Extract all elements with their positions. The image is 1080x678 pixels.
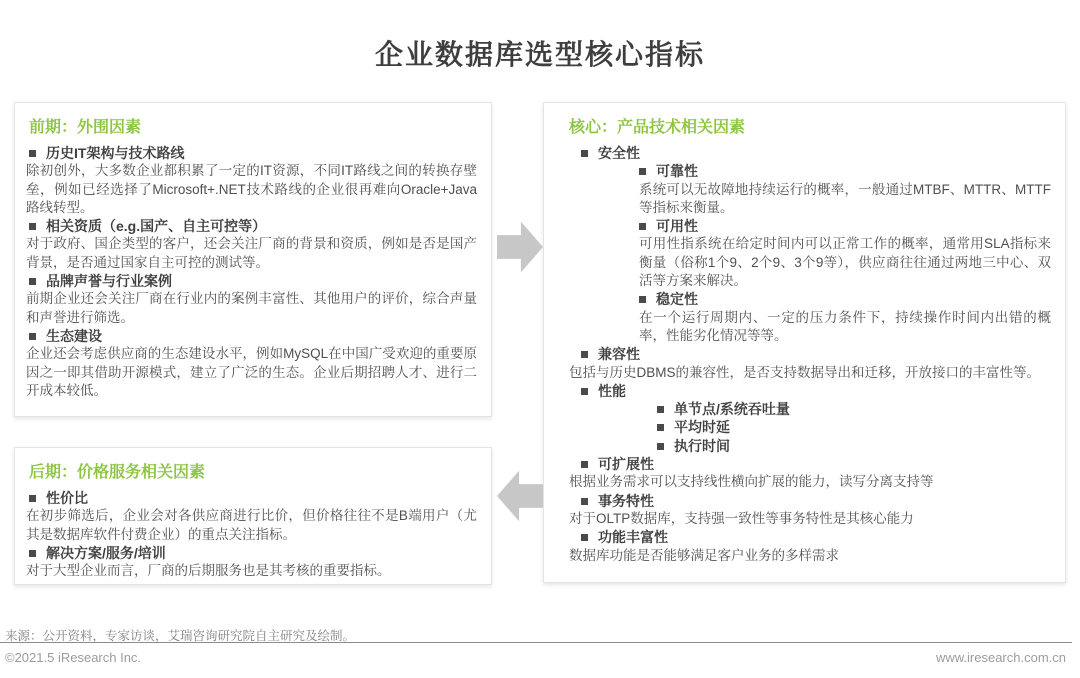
list-item (581, 144, 1051, 162)
bullet-icon (581, 461, 588, 468)
arrow-right-icon (497, 220, 543, 274)
bullet-icon (657, 424, 664, 431)
item-label: 品牌声誉与行业案例 (46, 273, 172, 290)
item-label: 单节点/系统吞吐量 (674, 401, 790, 418)
box-core-header: 核心：产品技术相关因素 (569, 119, 746, 136)
arrow-left-icon (497, 469, 543, 523)
list-item (639, 217, 1051, 235)
bullet-icon (29, 550, 36, 557)
footer-divider (0, 642, 1072, 643)
item-body: 除初创外，大多数企业都积累了一定的IT资源，不同IT路线之间的转换存壁垒，例如已经选择了Microsoft+.NET技术路线的企业很再难向Oracle+Java路线转型。 (26, 163, 477, 215)
bullet-icon (639, 223, 646, 230)
bullet-icon (657, 443, 664, 450)
item-body: 包括与历史DBMS的兼容性，是否支持数据导出和迁移，开放接口的丰富性等。 (569, 364, 1041, 380)
item-body: 对于政府、国企类型的客户，还会关注厂商的背景和资质，例如是否是国产背景，是否通过国家自主可控的测试等。 (26, 236, 477, 270)
item-label: 兼容性 (598, 346, 640, 363)
item-label: 相关资质（e.g.国产、自主可控等） (46, 218, 267, 235)
list-item (657, 437, 1051, 455)
source-note: 来源：公开资料，专家访谈，艾瑞咨询研究院自主研究及绘制。 (5, 629, 356, 643)
list-item (581, 455, 1051, 473)
box-post-phase-factors (14, 447, 492, 585)
item-label: 执行时间 (674, 437, 730, 454)
list-item (581, 382, 1051, 400)
bullet-icon (639, 168, 646, 175)
item-body: 数据库功能是否能够满足客户业务的多样需求 (569, 547, 839, 563)
list-item (657, 400, 1051, 418)
bullet-icon (29, 223, 36, 230)
item-label: 性价比 (46, 490, 88, 506)
item-body: 企业还会考虑供应商的生态建设水平，例如MySQL在中国广受欢迎的重要原因之一即其借助开源模式，建立了广泛的生态。企业后期招聘人才、进行二开成本较低。 (26, 346, 477, 398)
item-body: 可用性指系统在给定时间内可以正常工作的概率，通常用SLA指标来衡量（俗称1个9、2个9、3个9等），供应商往往通过两地三中心、双活等方案来解决。 (639, 236, 1051, 289)
bullet-icon (29, 495, 36, 502)
box-pre-phase-factors (14, 102, 492, 417)
item-body: 在初步筛选后，企业会对各供应商进行比价，但价格往往不是B端用户（尤其是数据库软件付费企业）的重点关注指标。 (26, 508, 477, 542)
bullet-icon (657, 406, 664, 413)
item-label: 性能 (598, 382, 626, 399)
list-item (581, 528, 1051, 546)
list-item (639, 290, 1051, 308)
box-post-header: 后期：价格服务相关因素 (29, 464, 206, 481)
box-core-tech-factors (543, 102, 1066, 583)
item-label: 生态建设 (46, 327, 102, 344)
item-label: 可用性 (656, 218, 698, 235)
item-body: 在一个运行周期内、一定的压力条件下，持续操作时间内出错的概率，性能劣化情况等等。 (639, 309, 1051, 343)
item-body: 根据业务需求可以支持线性横向扩展的能力，读写分离支持等 (569, 474, 934, 490)
page-title: 企业数据库选型核心指标 (374, 38, 705, 70)
list-item (29, 489, 477, 507)
item-body: 前期企业还会关注厂商在行业内的案例丰富性、其他用户的评价，综合声量和声誉进行筛选。 (26, 291, 477, 325)
item-label: 稳定性 (656, 291, 698, 308)
list-item (29, 327, 477, 345)
copyright-text: ©2021.5 iResearch Inc. (5, 650, 142, 665)
list-item (657, 418, 1051, 436)
item-body: 对于OLTP数据库，支持强一致性等事务特性是其核心能力 (569, 510, 914, 526)
list-item (29, 272, 477, 290)
list-item (29, 544, 477, 562)
bullet-icon (581, 351, 588, 358)
list-item (581, 492, 1051, 510)
bullet-icon (29, 278, 36, 285)
bullet-icon (29, 150, 36, 157)
item-label: 平均时延 (674, 419, 730, 436)
item-label: 事务特性 (598, 492, 654, 509)
bullet-icon (29, 333, 36, 340)
bullet-icon (639, 296, 646, 303)
item-label: 功能丰富性 (598, 529, 668, 546)
item-label: 安全性 (598, 145, 640, 161)
item-body: 系统可以无故障地持续运行的概率，一般通过MTBF、MTTR、MTTF等指标来衡量。 (639, 181, 1051, 215)
list-item (29, 217, 477, 235)
website-text: www.iresearch.com.cn (935, 650, 1066, 665)
item-label: 可靠性 (656, 163, 698, 180)
item-label: 可扩展性 (598, 456, 654, 473)
list-item (581, 345, 1051, 363)
bullet-icon (581, 150, 588, 157)
list-item (29, 144, 477, 162)
item-body: 对于大型企业而言，厂商的后期服务也是其考核的重要指标。 (26, 563, 391, 579)
list-item (639, 162, 1051, 180)
box-pre-header: 前期：外围因素 (29, 119, 142, 136)
item-label: 历史IT架构与技术路线 (46, 145, 185, 161)
bullet-icon (581, 498, 588, 505)
bullet-icon (581, 534, 588, 541)
item-label: 解决方案/服务/培训 (46, 544, 166, 561)
bullet-icon (581, 388, 588, 395)
